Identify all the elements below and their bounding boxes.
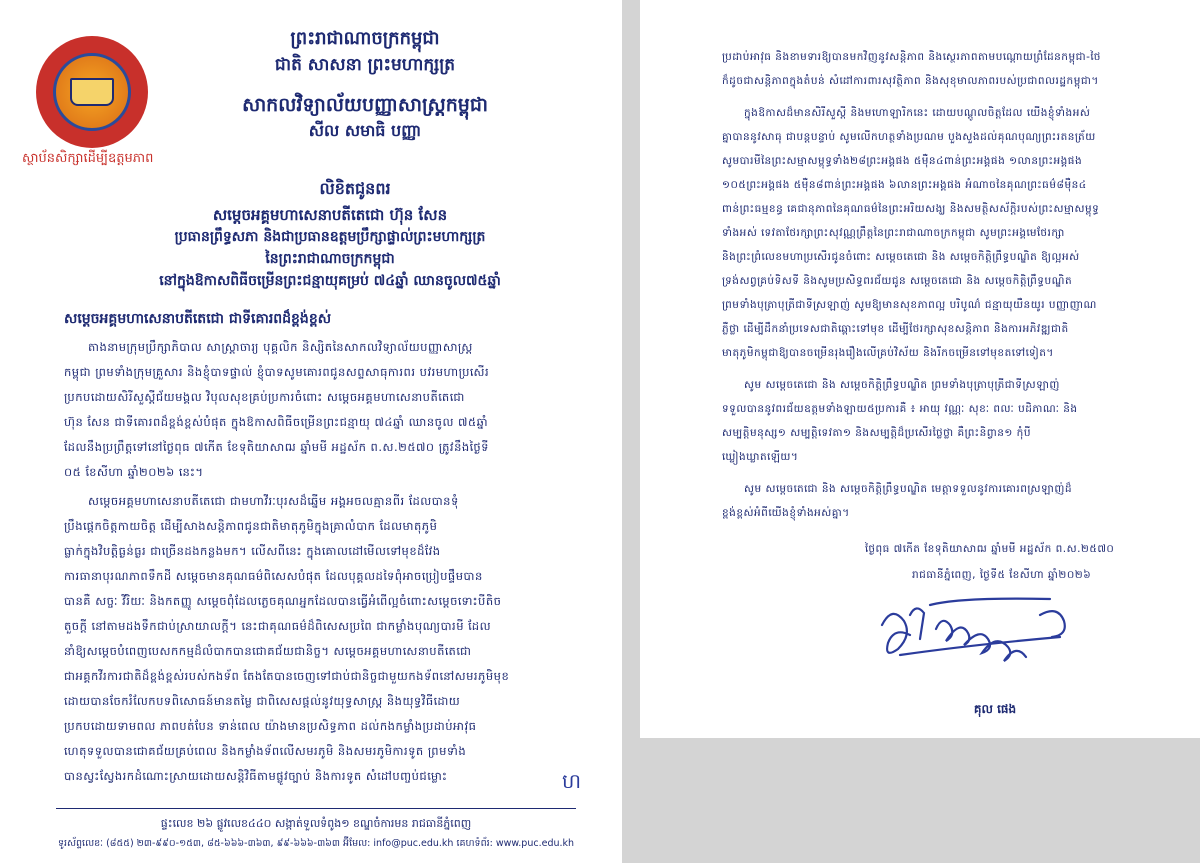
paragraph-2-line: ការធានាបុរណភាពទឹកដី សម្តេចមានគុណធម៌ពិសេសបំផុត ដែលបុគ្គលដទៃពុំអាចប្រៀបផ្ទឹមបាន (64, 569, 483, 583)
university-motto: សីល សមាធិ បញ្ញា (308, 121, 422, 140)
recipient-line-1: សម្តេចអគ្គមហាសេនាបតីតេជោ ហ៊ុន សែន (212, 206, 448, 224)
p2-paragraph-2-line: ទាំងអស់ ទេវតាថែរក្សាព្រះសុវណ្ណព្រឹត្តនៃព្រះរាជាណាចក្រកម្ពុជា សូមព្រះអង្គមេថែរក្សា (722, 227, 1065, 239)
paragraph-2-line: បានស្វះស្វែងរកដំណោះស្រាយដោយសន្តិវិធីតាមផ្លូវច្បាប់ និងការទូត សំដៅបញ្ចប់ជម្លោះ (64, 769, 448, 783)
paragraph-1-line: តាងនាមក្រុមប្រឹក្សាភិបាល សាស្ត្រាចារ្យ បុគ្គលិក និស្សិតនៃសាកលវិទ្យាល័យបញ្ញាសាស្ត្រ (88, 340, 473, 354)
p2-paragraph-3-line: សម្បត្តិមនុស្ស១ សម្បត្តិទេវតា១ និងសម្បត្តិដ៏ប្រសើរថ្លៃថ្លា គឺព្រះនិព្វាន១ កុំបី (722, 427, 1032, 439)
p2-paragraph-2-line: ១០៥ព្រះអង្គផង ៥ម៉ឺន៨ពាន់ព្រះអង្គផង ៦លានព្រះអង្គផង អំណាចនៃគុណព្រះធម៌៨ម៉ឺន៤ (722, 179, 1087, 191)
p2-paragraph-2-line: ព្រមទាំងបុត្រាបុត្រីជាទីស្រឡាញ់ សូមឱ្យមានសុខភាពល្អ បរិបូណ៌ ជន្មាយុយឺនយូរ បញ្ញាញាណ (722, 299, 1097, 311)
p2-paragraph-2-line: និងព្រះព្រំលេខមហាប្រសើរជូនចំពោះ សម្តេចតេជោ និង សម្តេចកិត្តិព្រឹទ្ធបណ្ឌិត ឱ្យល្អអស់ (722, 251, 1080, 263)
paragraph-2-line: ហេតុទទួលបានជោគជ័យគ្រប់ពេល និងកម្លាំងទ័ពលើសមរភូមិ និងសមរភូមិការទូត ព្រមទាំង (64, 744, 467, 758)
kingdom-heading: ព្រះរាជាណាចក្រកម្ពុជា (290, 28, 440, 49)
p2-paragraph-2-line: ក្នុងឱកាសដ៏មានសិរីសួស្តី និងមហោឡារិកនេះ ដោយបណ្តូលចិត្តដែល យើងខ្ញុំទាំងអស់ (744, 107, 1091, 119)
paragraph-2-line: នាំឱ្យសម្តេចបំពេញបេសកកម្មដ៏លំបាកបានជោគជ័យជានិច្ច។ សម្តេចអគ្គមហាសេនាបតីតេជោ (64, 644, 472, 658)
p2-paragraph-2-line: សូមបារមីនៃព្រះសម្មាសម្ពុទ្ធទាំង២៨ព្រះអង្គផង ៥ម៉ឺន៤ពាន់ព្រះអង្គផង ១លានព្រះអង្គផង (722, 155, 1083, 167)
footer-contact: ទូរស័ព្ទលេខៈ (៨៥៥) ២៣-៩៩០-១៥៣, ៨៥-៦៦៦-៣៦៣, ៩៩-៦៦៦-៣៦៣ អ៊ីមែល: info@puc.edu.kh គេហទំព័រ: www.puc.edu.kh (57, 838, 575, 849)
recipient-line-4: នៅក្នុងឱកាសពិធីចម្រើនព្រះជន្មាយុគម្រប់ ៧៤ឆ្នាំ ឈានចូល៧៥ឆ្នាំ (159, 273, 501, 289)
paragraph-2-line: ជាអគ្គកវីរការជាតិដ៏ខ្ពង់ខ្ពស់របស់កងទ័ព តែងតែបានចេញទៅជាប់ជានិច្ចជាមួយកងទ័ពនៅសមរភូមិមុខ (64, 669, 510, 683)
paragraph-2-line: ប្រកបដោយទាមពល ភាពបត់បែន ទាន់ពេល យ៉ាងមានប្រសិទ្ធភាព ដល់កងកម្លាំងប្រដាប់អាវុធ (64, 719, 477, 733)
footer-divider (56, 808, 576, 809)
paragraph-1-line: ០៥ ខែសីហា ឆ្នាំ២០២៦ នេះ។ (64, 465, 204, 479)
p2-paragraph-4-line: សូម សម្តេចតេជោ និង សម្តេចកិត្តិព្រឹទ្ធបណ្ឌិត មេត្តាទទួលនូវការគោរពស្រឡាញ់ដ៏ (744, 483, 1073, 495)
paragraph-1-line: កម្ពុជា ព្រមទាំងក្រុមគ្រួសារ និងខ្ញុំបាទផ្ទាល់ ខ្ញុំបាទសូមគោរពជូនសព្ទសាធុការពរ បវរមហាប្រសើរ (64, 365, 490, 379)
recipient-line-2: ប្រធានព្រឹទ្ធសភា និងជាប្រធានឧត្តមប្រឹក្សាផ្ទាល់ព្រះមហាក្សត្រ (174, 229, 486, 245)
p2-paragraph-2-line: មាតុភូមិកម្ពុជាឱ្យបានចម្រើនរុងរឿងលើគ្រប់វិស័យ និងរីកចម្រើនទៅមុខតទៅទៀត។ (722, 347, 1054, 359)
p2-paragraph-2-line: ទ្រង់សព្វគ្រប់ទិសទី និងសូមប្រសិទ្ធពរជ័យជូន សម្តេចតេជោ និង សម្តេចកិត្តិព្រឹទ្ធបណ្ឌិត (722, 275, 1073, 287)
university-logo (36, 36, 148, 148)
letter-title: លិខិតជូនពរ (319, 179, 391, 198)
recipient-line-3: នៃព្រះរាជាណាចក្រកម្ពុជា (265, 251, 395, 267)
p2-paragraph-3-line: ទទួលបាននូវពរជ័យឧត្តមទាំងឡាយ៥ប្រការគឺ ៖ អាយុ វណ្ណៈ សុខៈ ពលៈ បដិភាណៈ និង (722, 403, 1078, 415)
p2-paragraph-2-line: ភ្លឺថ្លា ដើម្បីដឹកនាំប្រទេសជាតិឆ្ពោះទៅមុខ ដើម្បីថែរក្សាសុខសន្តិភាព និងការអភិវឌ្ឍជាតិ (722, 323, 1069, 335)
signature (870, 585, 1110, 695)
paragraph-2-line: បានគឺ សច្ចៈ វីរិយៈ និងកតញ្ញូ សម្តេចពុំដែលភ្លេចគុណអ្នកដែលបានធ្វើអំពើល្អចំពោះសម្តេចទោះបីតិច (64, 594, 502, 608)
university-name: សាកលវិទ្យាល័យបញ្ញាសាស្ត្រកម្ពុជា (242, 94, 488, 116)
paragraph-2-line: តួចក្តី នៅតាមដងទឹកជាប់ស្រាយាលក្តី។ នេះជាគុណធម៌ដ៏ពិសេសប្រពៃ ជាកម្លាំងបុណ្យបារមី ដែល (64, 619, 492, 633)
salutation: សម្តេចអគ្គមហាសេនាបតីតេជោ ជាទីគោរពដ៏ខ្ពង់ខ្ពស់ (64, 311, 332, 327)
paragraph-2-line: សម្តេចអគ្គមហាសេនាបតីតេជោ ជាមហាវីរៈបុរសដ៏ឆ្នើម អង្គអចលគ្មានពីរ ដែលបានទុំ (88, 494, 459, 508)
paragraph-2-line: ដោយបានចែករំលែកបទពិសោធន៍មានតម្លៃ ជាពិសេសផ្តល់នូវយុទ្ធសាស្ត្រ និងយុទ្ធវិធីដោយ (64, 694, 461, 708)
paragraph-1-line: ដែលនឹងប្រព្រឹត្តទៅនៅថ្ងៃពុធ ៧កើត ខែទុតិយាសាឍ ឆ្នាំមមី អដ្ឋស័ក ព.ស.២៥៧០ ត្រូវនឹងថ្ងៃទី (64, 440, 489, 454)
p2-paragraph-3-line: ឃ្លៀងឃ្លាតឡើយ។ (722, 451, 799, 463)
p2-paragraph-2-line: គ្នាបាននូវសាធុ ជាបន្តបន្ទាប់ សូមលើកហត្ថទាំងប្រណម បួងសួងដល់គុណបុណ្យព្រះរតនត្រ័យ (722, 131, 1096, 143)
logo-emblem (53, 53, 131, 131)
date-lunar: ថ្ងៃពុធ ៧កើត ខែទុតិយាសាឍ ឆ្នាំមមី អដ្ឋស័ក ព.ស.២៥៧០ (865, 543, 1115, 555)
signer-name: គុល ផេង (973, 702, 1017, 716)
date-solar: រាជធានីភ្នំពេញ, ថ្ងៃទី៥ ខែសីហា ឆ្នាំ២០២៦ (912, 569, 1092, 581)
paragraph-1-line: ហ៊ុន សែន ជាទីគោរពដ៏ខ្ពង់ខ្ពស់បំផុត ក្នុងឱកាសពិធីចម្រើនព្រះជន្មាយុ ៧៤ឆ្នាំ ឈានចូល ៧៥ឆ្នាំ (64, 415, 489, 429)
footer-address: ផ្ទះលេខ ២៦ ផ្លូវលេខ៤៤០ សង្កាត់ទួលទំពូង១ ខណ្ឌចំការមន រាជធានីភ្នំពេញ (160, 817, 472, 830)
letter-page-2 (640, 0, 1200, 738)
national-motto: ជាតិ សាសនា ព្រះមហាក្សត្រ (274, 55, 456, 75)
university-tagline: ស្ថាប័នសិក្សាដើម្បីឧត្តមភាព (22, 151, 154, 166)
paragraph-1-line: ប្រកបដោយសិរីសួស្តីជ័យមង្គល វិបុលសុខគ្រប់ប្រការចំពោះ សម្តេចអគ្គមហាសេនាបតីតេជោ (64, 390, 465, 404)
p2-paragraph-4-line: ខ្ពង់ខ្ពស់អំពីយើងខ្ញុំទាំងអស់គ្នា។ (722, 507, 850, 519)
paragraph-2-line: ធ្លាក់ក្នុងវិបត្តិធ្ងន់ធ្ងរ ជាច្រើនដងកន្លងមក។ លើសពីនេះ ក្នុងគោលដៅមើលទៅមុខដ៏វែង (64, 544, 441, 558)
paragraph-2-line: ប្រឹងផ្តេកចិត្តកាយចិត្ត ដើម្បីសាង​សន្តិភាពជូនជាតិមាតុភូមិក្នុងគ្រាលំបាក ដែលមាតុភូមិ (64, 519, 438, 533)
p2-paragraph-3-line: សូម សម្តេចតេជោ និង សម្តេចកិត្តិព្រឹទ្ធបណ្ឌិត ព្រមទាំងបុត្រាបុត្រីជាទីស្រឡាញ់ (744, 379, 1060, 391)
p2-paragraph-1-line: ក៏ដូចជាសន្តិភាពក្នុងតំបន់ សំដៅការពារសុវត្ថិភាព និងសុខុមាលភាពរបស់ប្រជាពលរដ្ឋកម្ពុជា។ (722, 75, 1099, 87)
book-icon (70, 78, 114, 106)
handwritten-initial: ហ (562, 769, 582, 793)
p2-paragraph-2-line: ពាន់ព្រះធម្មខន្ធ គេជានុភាពនៃគុណធម៌នៃព្រះអរិយសង្ឃ និងសមត្ថិសស័ក្តិរបស់ព្រះសម្មាសម្ពុទ្ធ (722, 203, 1100, 215)
p2-paragraph-1-line: ប្រដាប់អាវុធ និងខាមទារឱ្យបានមកវិញនូវសន្តិភាព និងស្ថេរភាពតាមបណ្តោយព្រំដែនកម្ពុជា-ថៃ (722, 51, 1101, 63)
